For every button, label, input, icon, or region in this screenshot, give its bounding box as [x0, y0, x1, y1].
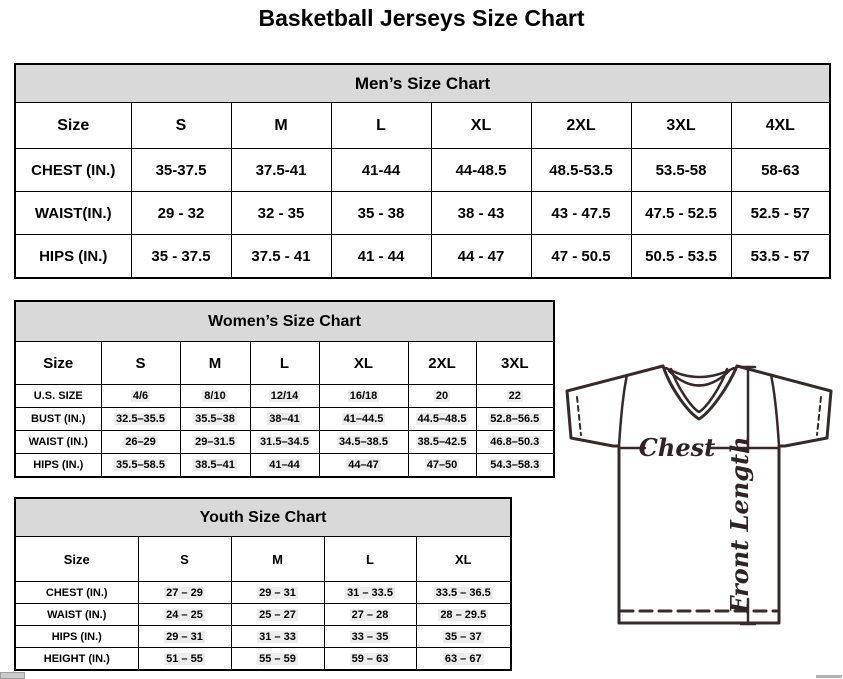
size-cell: 32.5–35.5 — [101, 408, 180, 431]
size-cell: 51 – 55 — [138, 648, 231, 671]
size-cell: 33 – 35 — [324, 626, 416, 648]
row-label: WAIST (IN.) — [15, 431, 101, 454]
womens-col-header: 2XL — [408, 342, 476, 385]
womens-col-header: S — [101, 342, 180, 385]
row-label: CHEST (IN.) — [15, 149, 131, 192]
size-cell: 29 – 31 — [138, 626, 231, 648]
size-cell: 38.5–42.5 — [408, 431, 476, 454]
size-cell: 44–47 — [319, 454, 408, 478]
size-cell: 38 - 43 — [431, 192, 531, 235]
size-cell: 35-37.5 — [131, 149, 231, 192]
row-label: HIPS (IN.) — [15, 626, 138, 648]
size-cell: 27 – 28 — [324, 604, 416, 626]
size-cell: 35.5–58.5 — [101, 454, 180, 478]
size-cell: 41-44 — [331, 149, 431, 192]
size-cell: 47 - 50.5 — [531, 235, 631, 279]
size-cell: 35.5–38 — [180, 408, 250, 431]
horizontal-scrollbar-fragment[interactable] — [816, 675, 842, 678]
size-cell: 53.5 - 57 — [731, 235, 830, 279]
size-cell: 37.5-41 — [231, 149, 331, 192]
size-cell: 44 - 47 — [431, 235, 531, 279]
size-cell: 29 - 32 — [131, 192, 231, 235]
size-cell: 34.5–38.5 — [319, 431, 408, 454]
size-cell: 4/6 — [101, 385, 180, 408]
row-label: HIPS (IN.) — [15, 454, 101, 478]
womens-table-title: Women’s Size Chart — [15, 301, 554, 342]
size-cell: 50.5 - 53.5 — [631, 235, 731, 279]
mens-col-header: 2XL — [531, 103, 631, 149]
size-cell: 12/14 — [250, 385, 319, 408]
size-cell: 24 – 25 — [138, 604, 231, 626]
row-label: HIPS (IN.) — [15, 235, 131, 279]
womens-col-header: Size — [15, 342, 101, 385]
size-cell: 44.5–48.5 — [408, 408, 476, 431]
mens-col-header: M — [231, 103, 331, 149]
front-length-measure-label: Front Length — [725, 436, 754, 614]
size-cell: 48.5-53.5 — [531, 149, 631, 192]
youth-table-title: Youth Size Chart — [15, 498, 511, 537]
size-cell: 47–50 — [408, 454, 476, 478]
size-cell: 53.5-58 — [631, 149, 731, 192]
size-cell: 38.5–41 — [180, 454, 250, 478]
size-cell: 16/18 — [319, 385, 408, 408]
size-cell: 47.5 - 52.5 — [631, 192, 731, 235]
size-cell: 41–44.5 — [319, 408, 408, 431]
size-cell: 26–29 — [101, 431, 180, 454]
size-cell: 63 – 67 — [416, 648, 511, 671]
womens-size-table — [14, 300, 555, 478]
mens-col-header: 4XL — [731, 103, 830, 149]
size-cell: 27 – 29 — [138, 582, 231, 604]
mens-table-title: Men’s Size Chart — [15, 64, 830, 103]
size-cell: 54.3–58.3 — [476, 454, 554, 478]
size-cell: 29 – 31 — [231, 582, 324, 604]
size-cell: 52.5 - 57 — [731, 192, 830, 235]
womens-col-header: XL — [319, 342, 408, 385]
mens-col-header: L — [331, 103, 431, 149]
size-cell: 8/10 — [180, 385, 250, 408]
size-cell: 28 – 29.5 — [416, 604, 511, 626]
mens-col-header: S — [131, 103, 231, 149]
size-cell: 31 – 33.5 — [324, 582, 416, 604]
size-cell: 44-48.5 — [431, 149, 531, 192]
page-title: Basketball Jerseys Size Chart — [258, 5, 585, 31]
size-cell: 37.5 - 41 — [231, 235, 331, 279]
womens-col-header: M — [180, 342, 250, 385]
row-label: WAIST (IN.) — [15, 604, 138, 626]
youth-col-header: S — [138, 537, 231, 582]
size-cell: 35 - 37.5 — [131, 235, 231, 279]
youth-col-header: Size — [15, 537, 138, 582]
jersey-measurement-diagram — [555, 356, 843, 675]
size-cell: 46.8–50.3 — [476, 431, 554, 454]
womens-col-header: L — [250, 342, 319, 385]
row-label: HEIGHT (IN.) — [15, 648, 138, 671]
size-cell: 41–44 — [250, 454, 319, 478]
mens-col-header: 3XL — [631, 103, 731, 149]
size-cell: 31 – 33 — [231, 626, 324, 648]
chest-measure-label: Chest — [638, 433, 716, 462]
size-cell: 25 – 27 — [231, 604, 324, 626]
size-cell: 41 - 44 — [331, 235, 431, 279]
size-cell: 35 - 38 — [331, 192, 431, 235]
size-cell: 59 – 63 — [324, 648, 416, 671]
size-cell: 22 — [476, 385, 554, 408]
youth-size-table — [14, 497, 512, 671]
jersey-outline-icon — [555, 356, 843, 675]
mens-col-header: Size — [15, 103, 131, 149]
size-cell: 58-63 — [731, 149, 830, 192]
size-cell: 20 — [408, 385, 476, 408]
row-label: WAIST(IN.) — [15, 192, 131, 235]
size-cell: 33.5 – 36.5 — [416, 582, 511, 604]
size-cell: 31.5–34.5 — [250, 431, 319, 454]
size-cell: 38–41 — [250, 408, 319, 431]
size-cell: 55 – 59 — [231, 648, 324, 671]
row-label: CHEST (IN.) — [15, 582, 138, 604]
youth-col-header: M — [231, 537, 324, 582]
mens-size-table — [14, 63, 831, 279]
youth-col-header: XL — [416, 537, 511, 582]
size-cell: 29–31.5 — [180, 431, 250, 454]
mens-col-header: XL — [431, 103, 531, 149]
youth-col-header: L — [324, 537, 416, 582]
size-cell: 52.8–56.5 — [476, 408, 554, 431]
horizontal-scrollbar-thumb[interactable] — [0, 672, 25, 679]
row-label: BUST (IN.) — [15, 408, 101, 431]
size-cell: 43 - 47.5 — [531, 192, 631, 235]
size-cell: 35 – 37 — [416, 626, 511, 648]
size-cell: 32 - 35 — [231, 192, 331, 235]
womens-col-header: 3XL — [476, 342, 554, 385]
row-label: U.S. SIZE — [15, 385, 101, 408]
